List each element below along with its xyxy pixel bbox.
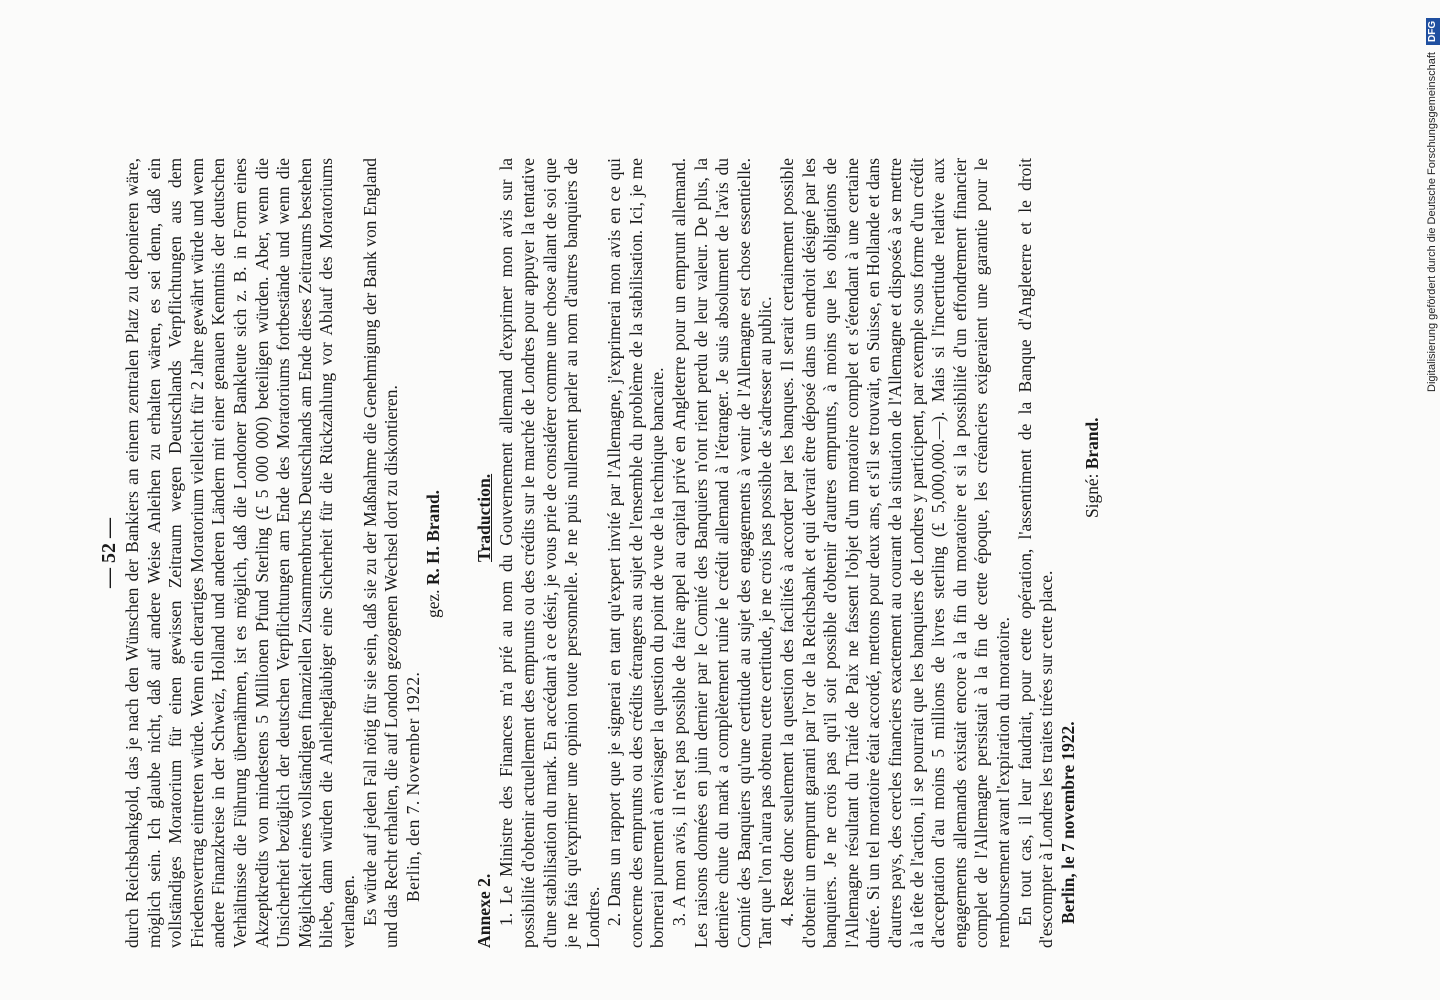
section-gap [444,158,468,948]
annex-label: Annexe 2. [474,873,495,948]
french-signature-prefix: Signé: [1082,473,1103,518]
french-paragraph-5: En tout cas, il leur faudrait, pour cette opération, l'assentiment de la Banque d'Angleterre et le droit d'escompter à Londres les traites tirées sur cette place. [1014,158,1057,948]
french-signature: Brand. [1082,417,1103,470]
german-signature-prefix: gez. [423,589,444,618]
german-date: Berlin, den 7. November 1922. [402,671,423,902]
french-signature-line [1081,158,1103,518]
french-paragraph-3: 3. A mon avis, il n'est pas possible de faire appel au capital privé en Angleterre pour un emprunt allemand. Les raisons données en juin dernier par le Comité des Banquiers n'ont rient perdu de leur valeur. De plus, la dernière chute du mark a complètement ruiné le crédit allemand à l'étranger. Je suis absolument de l'avis du Comité des Banquiers qu'une certitude au sujet des engagements à venir de l'Allemagne est chose essentielle. Tant que l'on n'aura pas obtenu cette certitude, je ne crois pas possible de s'adresser au public. [669,158,776,948]
dfg-logo: DFG [1426,18,1440,45]
french-paragraph-2: 2. Dans un rapport que je signerai en tant qu'expert invité par l'Allemagne, j'exprimerai mon avis en ce qui concerne des emprunts ou des crédits étrangers au sujet de l'ensemble du problème de la stabilisation. Ici, je me bornerai purement à envisager la question du point de vue de la technique bancaire. [604,158,668,948]
annex-heading-row [472,158,496,948]
watermark-text: Digitalisierung gefördert durch die Deutsche Forschungsgemeinschaft [1426,52,1438,392]
german-signature: R. H. Brand. [423,489,444,586]
french-date: Berlin, le 7 novembre 1922. [1057,721,1078,924]
translation-heading: Traduction. [474,473,495,562]
dfg-watermark [1424,0,1440,392]
german-signature-line [422,158,444,618]
rotated-text-block [92,158,1332,948]
page-number: — 52 — [98,518,120,588]
french-paragraph-1: 1. Le Ministre des Finances m'a prié au nom du Gouvernement allemand d'exprimer mon avis sur la possibilité d'obtenir actuellement des emprunts ou des crédits sur le marché de Londres pour appuyer la tentative d'une stabilisation du mark. En accédant à ce désir, je vous prie de considérer comme une chose allant de soi que je ne fais qu'exprimer une opinion toute personnelle. Je ne puis nullement parler au nom d'autres banquiers de Londres. [496,158,603,948]
german-paragraph-1: durch Reichsbankgold, das je nach den Wünschen der Bankiers an einem zentralen Platz zu deponieren wäre, möglich sein. Ich glaube nicht, daß auf andere Weise Anleihen zu erhalten wären, es sei denn, daß ein vollständiges Moratorium für einen gewissen Zeitraum wegen Deutschlands Verpflichtungen aus dem Friedensvertrag eintreten würde. Wenn ein derartiges Moratorium vielleicht für 2 Jahre gewährt würde und wenn andere Finanzkreise in der Schweiz, Holland und anderen Ländern mit einer genauen Kenntnis der deutschen Verhältnisse die Führung übernähmen, ist es möglich, daß die Londoner Bankleute sich z. B. in Form eines Akzeptkredits von mindestens 5 Millionen Pfund Sterling (£ 5 000 000) beteiligen würden. Aber, wenn die Unsicherheit bezüglich der deutschen Verpflichtungen am Ende des Moratoriums fortbestände und wenn die Möglichkeit eines vollständigen finanziellen Zusammenbruchs Deutschlands am Ende dieses Zeitraums bestehen bliebe, dann würden die Anleihegläubiger eine Sicherheit für die Rückzahlung vor Ablauf des Moratoriums verlangen. [122,158,358,948]
german-paragraph-2: Es würde auf jeden Fall nötig für sie sein, daß sie zu der Maßnahme die Genehmigung der Bank von England und das Recht erhalten, die auf London gezogenen Wechsel dort zu diskontieren. [359,158,402,948]
french-paragraph-4: 4. Reste donc seulement la question des facilités à accorder par les banques. Il serait certainement possible d'obtenir un emprunt garanti par l'or de la Reichsbank et qui devrait être déposé dans un endroit désigné par les banquiers. Je ne crois pas qu'il soit possible d'obtenir d'autres emprunts, à moins que les obligations de l'Allemagne résultant du Traité de Paix ne fassent l'objet d'un moratoire complet et s'étendant à une certaine durée. Si un tel moratoire était accordé, mettons pour deux ans, et s'il se trouvait, en Suisse, en Hollande et dans d'autres pays, des cercles financiers exactement au courant de la situation de l'Allemagne et disposés à se mettre à la tête de l'action, il se pourrait que les banquiers de Londres y participent, par exemple sous forme d'un crédit d'acceptation d'au moins 5 millions de livres sterling (£ 5,000,000.—). Mais si l'incertitude relative aux engagements allemands existait encore à la fin du moratoire et si la possibilité d'un effondrement financier complet de l'Allemagne persistait à la fin de cette époque, les créanciers exigeraient une garantie pour le remboursement avant l'expiration du moratoire. [777,158,1013,948]
